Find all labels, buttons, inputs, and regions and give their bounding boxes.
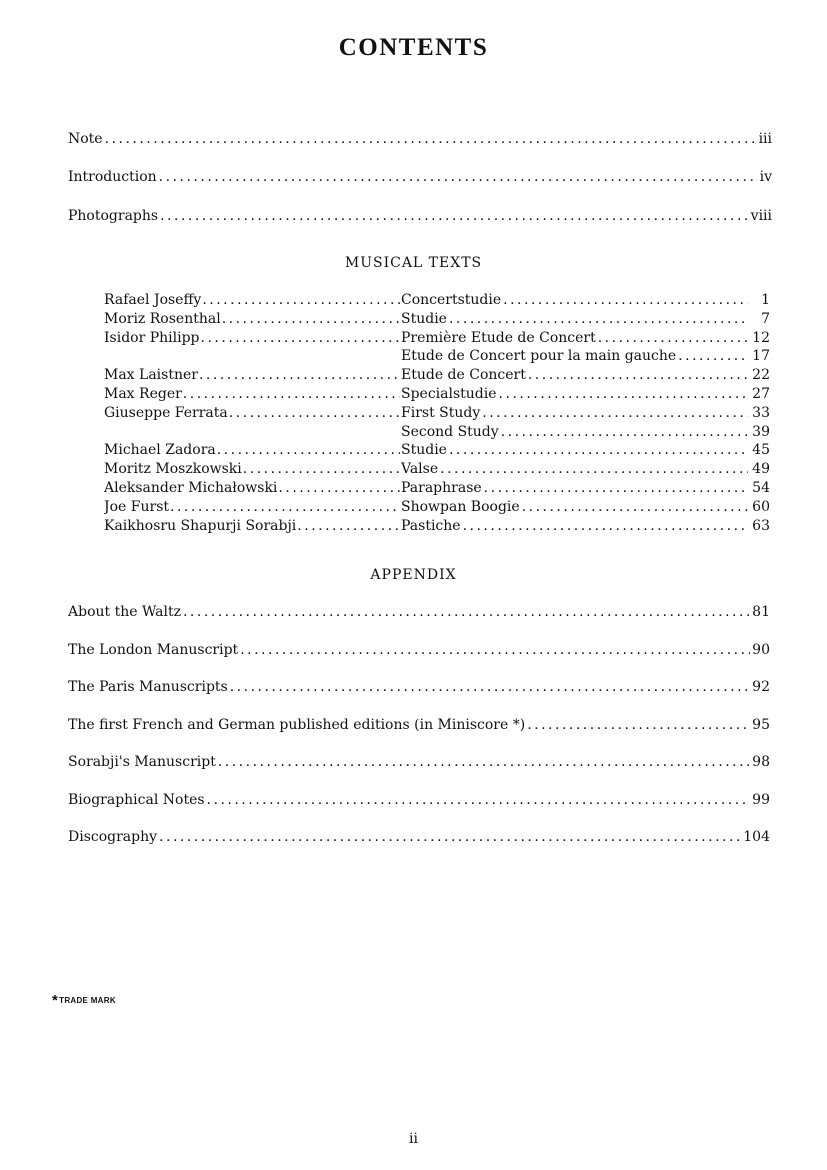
dot-leader [449, 310, 748, 328]
appendix-entry [68, 603, 770, 621]
toc-entry-photographs [68, 207, 772, 225]
composer-name: Moriz Rosenthal [104, 310, 221, 327]
dot-leader [449, 441, 748, 459]
work-page: 63 [752, 517, 770, 534]
toc-entry-page: iii [758, 131, 772, 147]
dot-leader [278, 479, 400, 497]
work-title: Specialstudie [401, 386, 497, 402]
dot-leader [183, 603, 750, 621]
work-cell [401, 347, 770, 365]
composer-cell [104, 329, 400, 347]
toc-entry-label: About the Waltz [68, 604, 181, 620]
work-title: Studie [401, 442, 447, 459]
work-title: Pastiche [401, 517, 461, 534]
musical-text-row [104, 423, 770, 441]
appendix-entry [68, 716, 770, 734]
appendix-entry [68, 641, 770, 659]
dot-leader [527, 716, 750, 734]
toc-entry-page: viii [750, 208, 772, 224]
musical-text-row [104, 329, 770, 347]
dot-leader [503, 291, 748, 309]
work-title: Etude de Concert [401, 367, 526, 384]
work-page: 17 [752, 348, 770, 365]
dot-leader [240, 641, 750, 659]
composer-name: Joe Furst [104, 498, 170, 515]
work-page: 1 [761, 292, 770, 308]
composer-cell [104, 498, 400, 516]
dot-leader [201, 329, 400, 347]
work-cell [401, 385, 770, 403]
dot-leader [207, 791, 751, 809]
musical-text-row [104, 291, 770, 309]
work-page: 49 [752, 461, 770, 478]
composer-name: Isidor Philipp [104, 329, 200, 346]
dot-leader [463, 517, 748, 535]
musical-text-row [104, 347, 770, 365]
work-title: Valse [401, 461, 439, 478]
work-cell [401, 479, 770, 497]
work-page: 22 [752, 367, 770, 384]
dot-leader [218, 753, 750, 771]
composer-cell [104, 385, 400, 403]
toc-entry-label: Note [68, 131, 103, 147]
toc-entry-label: Introduction [68, 169, 157, 185]
work-page: 45 [752, 442, 770, 459]
musical-text-row [104, 366, 770, 384]
toc-entry-label: The first French and German published editions (in Miniscore *) [68, 716, 526, 733]
work-title: Concertstudie [401, 292, 502, 308]
toc-entry-page: 99 [752, 791, 770, 808]
dot-leader [501, 423, 748, 441]
work-cell [401, 404, 770, 422]
musical-text-row [104, 441, 770, 459]
musical-text-row [104, 479, 770, 497]
trademark-footnote [52, 992, 116, 1009]
composer-name: Max Laistner [104, 367, 198, 384]
appendix-entry [68, 828, 770, 846]
dot-leader [170, 498, 400, 516]
dot-leader [199, 366, 400, 384]
dot-leader [678, 347, 748, 365]
toc-entry-label: Biographical Notes [68, 791, 205, 808]
toc-entry-note [68, 130, 772, 148]
work-cell [401, 517, 770, 535]
composer-cell [104, 441, 400, 459]
composer-name: Rafael Joseffy [104, 292, 202, 308]
musical-text-row [104, 404, 770, 422]
dot-leader [230, 678, 750, 696]
dot-leader [499, 385, 748, 403]
dot-leader [222, 310, 400, 328]
dot-leader [160, 207, 749, 225]
composer-cell [104, 460, 400, 478]
dot-leader [159, 168, 758, 186]
section-heading-musical-texts: MUSICAL TEXTS [344, 255, 483, 271]
toc-entry-page: 104 [743, 829, 770, 845]
dot-leader [229, 404, 400, 422]
composer-name: Aleksander Michałowski [104, 480, 278, 496]
composer-cell [104, 366, 400, 384]
musical-text-row [104, 498, 770, 516]
appendix-entry [68, 791, 770, 809]
composer-cell [104, 404, 400, 422]
toc-entry-label: Photographs [68, 208, 159, 224]
toc-entry-introduction [68, 168, 772, 186]
dot-leader [482, 404, 748, 422]
work-title: Etude de Concert pour la main gauche [401, 348, 677, 365]
page-number: ii [409, 1131, 418, 1147]
dot-leader [297, 517, 400, 535]
trademark-text: TRADE MARK [59, 996, 116, 1005]
work-page: 33 [752, 404, 770, 421]
composer-cell [104, 291, 400, 309]
composer-name: Giuseppe Ferrata [104, 404, 228, 421]
work-title: Paraphrase [401, 480, 482, 496]
dot-leader [105, 130, 757, 148]
musical-text-row [104, 460, 770, 478]
dot-leader [528, 366, 748, 384]
toc-entry-page: 90 [752, 641, 770, 658]
work-cell [401, 423, 770, 441]
asterisk-symbol: * [52, 992, 59, 1009]
work-cell [401, 460, 770, 478]
work-page: 7 [761, 310, 770, 327]
toc-entry-label: The London Manuscript [68, 641, 239, 658]
toc-entry-page: 98 [752, 754, 770, 770]
composer-cell [104, 479, 400, 497]
composer-cell [104, 517, 400, 535]
work-page: 39 [752, 423, 770, 440]
work-page: 60 [752, 498, 770, 515]
work-title: First Study [401, 404, 481, 421]
page-title: CONTENTS [338, 34, 489, 61]
toc-entry-label: Sorabji's Manuscript [68, 754, 216, 770]
work-cell [401, 366, 770, 384]
toc-entry-label: The Paris Manuscripts [68, 679, 228, 695]
work-title: Second Study [401, 423, 499, 440]
work-cell [401, 291, 770, 309]
toc-entry-page: 95 [752, 716, 770, 733]
dot-leader [484, 479, 748, 497]
toc-entry-page: 81 [752, 604, 770, 620]
work-cell [401, 329, 770, 347]
dot-leader [159, 828, 741, 846]
work-title: Première Etude de Concert [401, 329, 596, 346]
work-cell [401, 498, 770, 516]
toc-entry-page: 92 [752, 679, 770, 695]
work-title: Showpan Boogie [401, 498, 520, 515]
toc-entry-page: iv [759, 169, 772, 185]
dot-leader [217, 441, 400, 459]
work-cell [401, 441, 770, 459]
dot-leader [243, 460, 400, 478]
work-title: Studie [401, 310, 447, 327]
composer-name: Kaikhosru Shapurji Sorabji [104, 517, 297, 534]
composer-name: Michael Zadora [104, 442, 216, 459]
work-cell [401, 310, 770, 328]
musical-text-row [104, 385, 770, 403]
work-page: 12 [752, 329, 770, 346]
dot-leader [440, 460, 748, 478]
appendix-entry [68, 753, 770, 771]
musical-text-row [104, 310, 770, 328]
work-page: 54 [752, 480, 770, 496]
work-page: 27 [752, 386, 770, 402]
composer-name: Max Reger [104, 386, 182, 402]
dot-leader [183, 385, 400, 403]
toc-entry-label: Discography [68, 829, 158, 845]
musical-text-row [104, 517, 770, 535]
composer-cell [104, 310, 400, 328]
dot-leader [598, 329, 748, 347]
appendix-entry [68, 678, 770, 696]
dot-leader [202, 291, 400, 309]
dot-leader [522, 498, 748, 516]
composer-name: Moritz Moszkowski [104, 461, 242, 478]
section-heading-appendix: APPENDIX [370, 567, 457, 583]
